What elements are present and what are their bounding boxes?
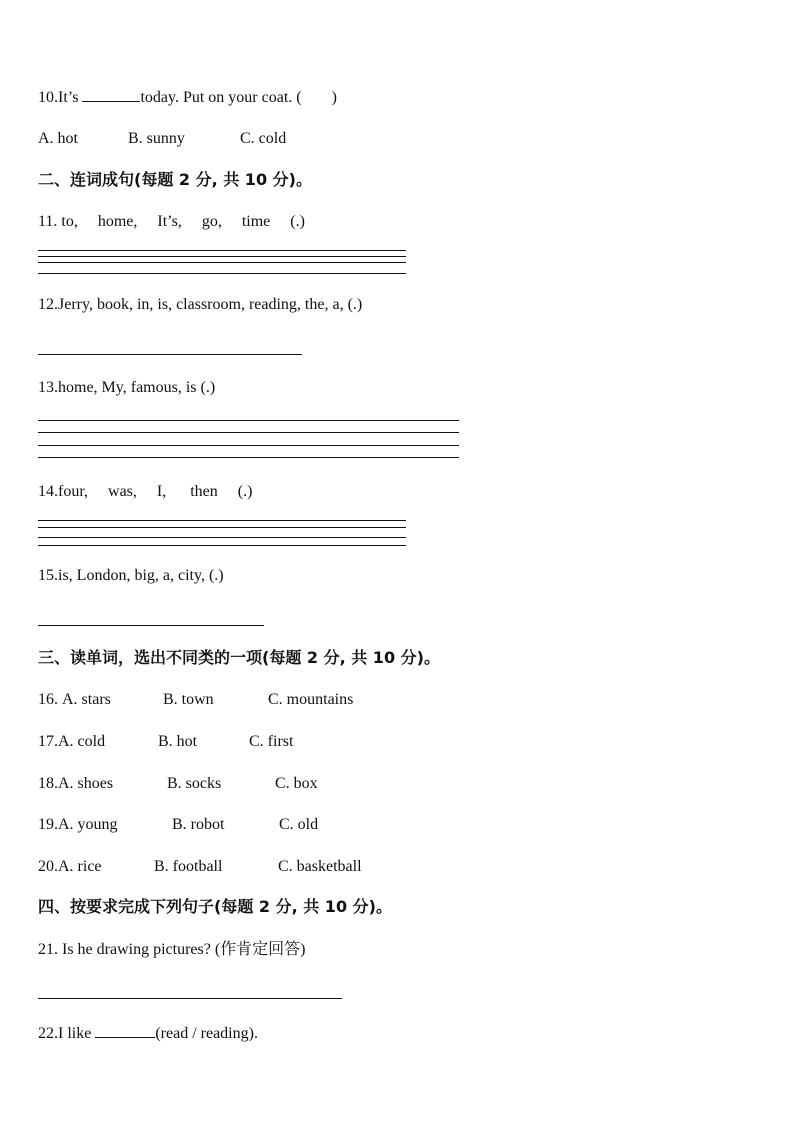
question-17 xyxy=(38,732,293,752)
question-18 xyxy=(38,774,318,794)
option-a: A. rice xyxy=(58,858,102,875)
answer-line[interactable] xyxy=(38,998,342,999)
question-text: today. Put on your coat. ( xyxy=(140,89,302,106)
section-3-title: 三、读单词，选出不同类的一项(每题 2 分, 共 10 分)。 xyxy=(38,648,440,667)
answer-line[interactable] xyxy=(38,250,406,251)
question-14: 14.four, was, I, then (.) xyxy=(38,483,253,500)
answer-line[interactable] xyxy=(38,262,406,263)
answer-line[interactable] xyxy=(38,420,459,421)
answer-line[interactable] xyxy=(38,520,406,521)
option-c: C. mountains xyxy=(268,691,354,708)
question-21: 21. Is he drawing pictures? (作肯定回答) xyxy=(38,941,306,958)
option-b: B. hot xyxy=(158,733,198,750)
option-b: B. sunny xyxy=(128,130,185,147)
question-20 xyxy=(38,857,362,877)
answer-line[interactable] xyxy=(38,432,459,433)
question-number: 17. xyxy=(38,733,58,750)
section-2-title: 二、连词成句(每题 2 分, 共 10 分)。 xyxy=(38,170,312,189)
answer-line[interactable] xyxy=(38,527,406,528)
question-text: (read / reading). xyxy=(155,1025,258,1042)
question-19 xyxy=(38,815,318,835)
option-a: A. shoes xyxy=(58,775,114,792)
option-c: C. cold xyxy=(240,130,287,147)
question-15: 15.is, London, big, a, city, (.) xyxy=(38,567,224,584)
option-b: B. football xyxy=(154,858,223,875)
answer-blank[interactable] xyxy=(82,87,140,102)
option-b: B. robot xyxy=(172,816,225,833)
option-c: C. box xyxy=(275,775,318,792)
question-10 xyxy=(38,87,337,108)
question-number: 16. xyxy=(38,691,62,708)
question-number: 10. xyxy=(38,89,58,106)
option-c: C. first xyxy=(249,733,294,750)
option-a: A. cold xyxy=(58,733,106,750)
section-4-title: 四、按要求完成下列句子(每题 2 分, 共 10 分)。 xyxy=(38,897,392,916)
answer-line[interactable] xyxy=(38,457,459,458)
answer-line[interactable] xyxy=(38,625,264,626)
question-12: 12.Jerry, book, in, is, classroom, reading, the, a, (.) xyxy=(38,296,363,313)
question-10-options xyxy=(38,129,286,149)
option-a: A. stars xyxy=(62,691,111,708)
question-number: 20. xyxy=(38,858,58,875)
answer-line[interactable] xyxy=(38,537,406,538)
question-11: 11. to, home, It’s, go, time (.) xyxy=(38,213,305,230)
answer-line[interactable] xyxy=(38,545,406,546)
answer-line[interactable] xyxy=(38,273,406,274)
option-b: B. socks xyxy=(167,775,222,792)
question-text: It’s xyxy=(58,89,83,106)
option-a: A. young xyxy=(58,816,118,833)
option-c: C. basketball xyxy=(278,858,362,875)
option-b: B. town xyxy=(163,691,214,708)
answer-line[interactable] xyxy=(38,445,459,446)
answer-line[interactable] xyxy=(38,256,406,257)
question-number: 19. xyxy=(38,816,58,833)
question-13: 13.home, My, famous, is (.) xyxy=(38,379,216,396)
paren-close: ) xyxy=(331,89,337,106)
answer-blank[interactable] xyxy=(95,1023,155,1038)
answer-line[interactable] xyxy=(38,354,302,355)
option-c: C. old xyxy=(279,816,319,833)
option-a: A. hot xyxy=(38,130,78,147)
question-16 xyxy=(38,690,353,710)
question-text: 22.I like xyxy=(38,1025,96,1042)
question-number: 18. xyxy=(38,775,58,792)
question-22 xyxy=(38,1023,258,1044)
